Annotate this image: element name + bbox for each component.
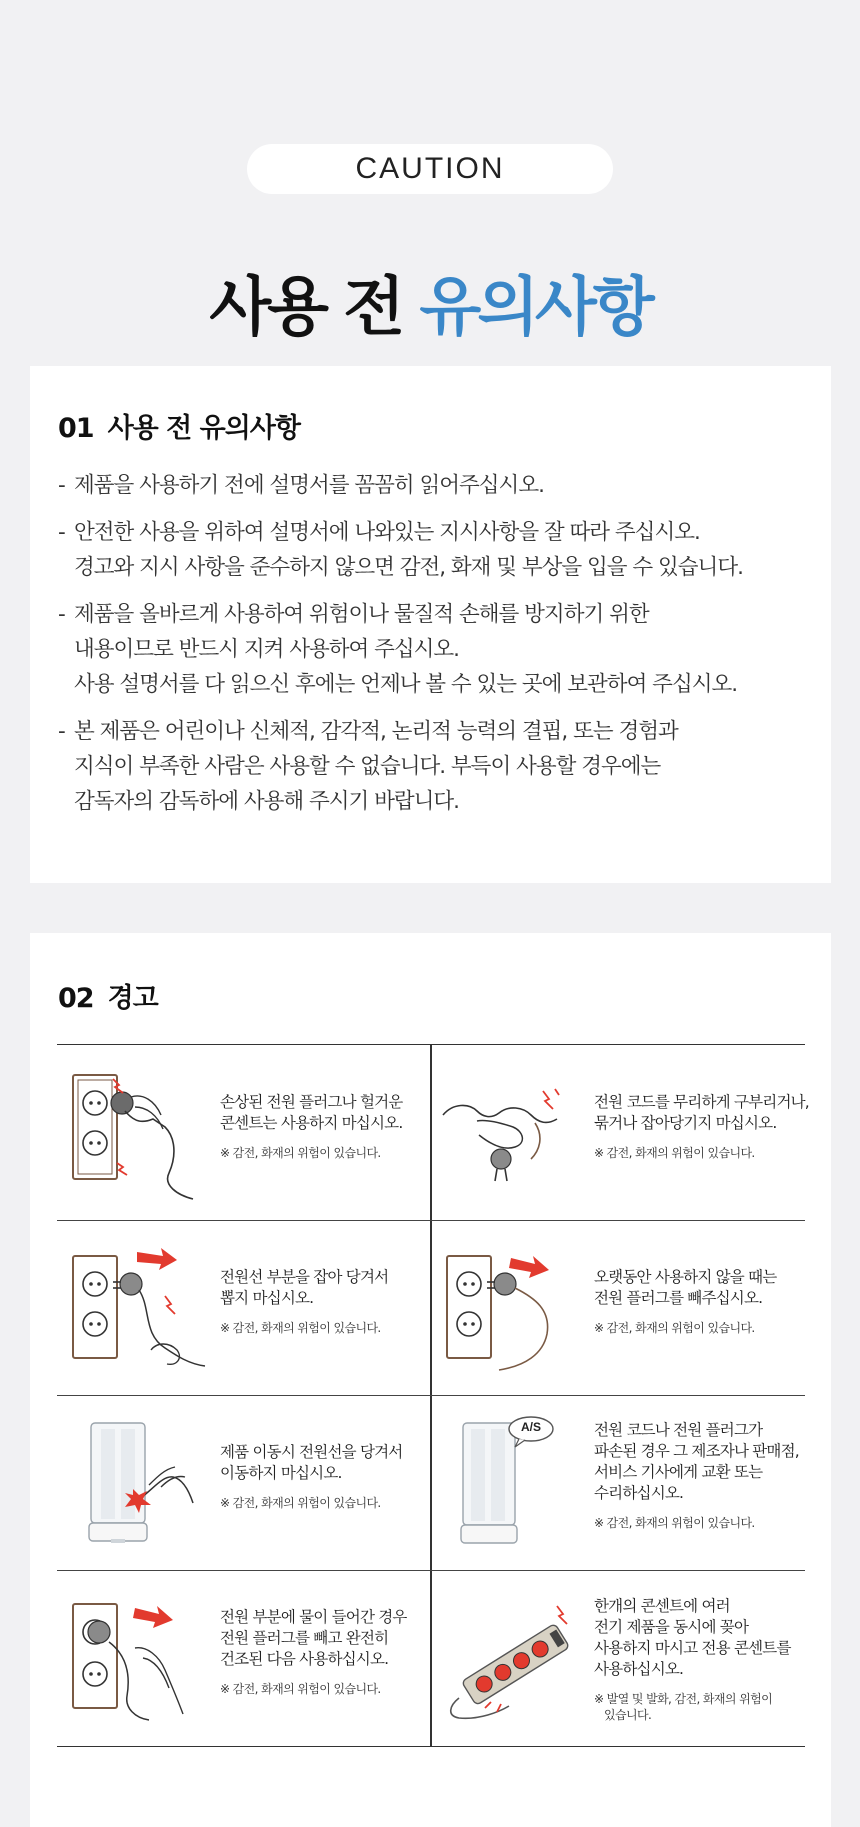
- warning-text: [594, 1420, 804, 1531]
- risk-note: ※ 감전, 화재의 위험이 있습니다.: [220, 1146, 381, 1160]
- precaution-list: [58, 468, 818, 831]
- precaution-line: 제품을 올바르게 사용하여 위험이나 물질적 손해를 방지하기 위한: [74, 602, 649, 627]
- risk-note: 있습니다.: [604, 1708, 652, 1722]
- warning-line: 파손된 경우 그 제조자나 판매점,: [594, 1442, 799, 1460]
- warning-item: [431, 1395, 805, 1570]
- precaution-line: 감독자의 감독하에 사용해 주시기 바랍니다.: [74, 789, 460, 814]
- page-title-accent: 유의사항: [419, 271, 651, 345]
- section-title: [58, 976, 158, 1015]
- warning-text: [594, 1267, 804, 1336]
- section-number: 02: [58, 983, 94, 1014]
- warning-line: 묶거나 잡아당기지 마십시오.: [594, 1114, 777, 1132]
- pull-cord-icon: [65, 1238, 210, 1378]
- risk-note: ※ 감전, 화재의 위험이 있습니다.: [594, 1516, 755, 1530]
- warning-line: 전원 코드를 무리하게 구부리거나,: [594, 1093, 809, 1111]
- warning-text: [220, 1442, 430, 1511]
- risk-note: ※ 감전, 화재의 위험이 있습니다.: [220, 1682, 381, 1696]
- list-dash: -: [58, 602, 65, 627]
- warning-line: 서비스 기사에게 교환 또는: [594, 1463, 763, 1481]
- warning-line: 전원 부분에 물이 들어간 경우: [220, 1608, 407, 1626]
- warning-line: 수리하십시오.: [594, 1484, 684, 1502]
- warning-line: 사용하십시오.: [594, 1660, 684, 1678]
- warning-line: 오랫동안 사용하지 않을 때는: [594, 1268, 777, 1286]
- as-badge: A/S: [520, 1420, 541, 1434]
- warning-line: 건조된 다음 사용하십시오.: [220, 1650, 389, 1668]
- caution-badge: CAUTION: [247, 144, 613, 194]
- section-title: [58, 406, 300, 445]
- risk-note: ※ 발열 및 발화, 감전, 화재의 위험이: [594, 1692, 773, 1706]
- precaution-item: [58, 714, 818, 819]
- warning-line: 제품 이동시 전원선을 당겨서: [220, 1443, 403, 1461]
- precaution-line: 안전한 사용을 위하여 설명서에 나와있는 지시사항을 잘 따라 주십시오.: [74, 520, 700, 545]
- section-title-text: 경고: [107, 983, 158, 1014]
- list-dash: -: [58, 719, 65, 744]
- wet-plug-icon: [65, 1588, 210, 1728]
- move-product-icon: [65, 1413, 210, 1553]
- page-title-main: 사용 전: [209, 271, 420, 345]
- warning-line: 사용하지 마시고 전용 콘센트를: [594, 1639, 791, 1657]
- section-title-text: 사용 전 유의사항: [107, 413, 300, 444]
- precaution-item: [58, 515, 818, 585]
- warning-line: 전기 제품을 동시에 꽂아: [594, 1618, 749, 1636]
- warning-item: [57, 1045, 431, 1220]
- warning-text: [220, 1607, 430, 1697]
- page-title: [0, 256, 860, 348]
- list-dash: -: [58, 520, 65, 545]
- warning-line: 전원선 부분을 잡아 당겨서: [220, 1268, 389, 1286]
- warning-line: 전원 플러그를 빼고 완전히: [220, 1629, 389, 1647]
- warning-line: 한개의 콘센트에 여러: [594, 1597, 730, 1615]
- precaution-line: 경고와 지시 사항을 준수하지 않으면 감전, 화재 및 부상을 입을 수 있습니다.: [74, 555, 743, 580]
- warning-item: [57, 1220, 431, 1395]
- precaution-item: [58, 597, 818, 702]
- service-icon: [439, 1413, 584, 1553]
- warning-item: [431, 1220, 805, 1395]
- precaution-line: 내용이므로 반드시 지켜 사용하여 주십시오.: [74, 637, 460, 662]
- warning-text: [220, 1267, 430, 1336]
- risk-note: ※ 감전, 화재의 위험이 있습니다.: [594, 1146, 755, 1160]
- precautions-card: [30, 366, 831, 883]
- precaution-item: [58, 468, 818, 503]
- risk-note: ※ 감전, 화재의 위험이 있습니다.: [220, 1321, 381, 1335]
- warning-item: [431, 1570, 805, 1745]
- power-strip-icon: [439, 1588, 584, 1728]
- warning-line: 전원 코드나 전원 플러그가: [594, 1421, 763, 1439]
- unplug-icon: [439, 1238, 584, 1378]
- warning-item: [57, 1570, 431, 1745]
- warning-card: [30, 933, 831, 1827]
- warning-line: 이동하지 마십시오.: [220, 1464, 342, 1482]
- damaged-plug-icon: [65, 1063, 210, 1203]
- section-number: 01: [58, 413, 94, 444]
- precaution-line: 지식이 부족한 사람은 사용할 수 없습니다. 부득이 사용할 경우에는: [74, 754, 661, 779]
- warning-text: [594, 1092, 809, 1161]
- warning-grid: [57, 1044, 809, 1747]
- precaution-line: 본 제품은 어린이나 신체적, 감각적, 논리적 능력의 결핍, 또는 경험과: [74, 719, 678, 744]
- warning-item: [57, 1395, 431, 1570]
- bent-cord-icon: [439, 1063, 584, 1203]
- warning-line: 전원 플러그를 빼주십시오.: [594, 1289, 763, 1307]
- warning-text: [594, 1596, 804, 1723]
- list-dash: -: [58, 473, 65, 498]
- warning-line: 콘센트는 사용하지 마십시오.: [220, 1114, 403, 1132]
- precaution-line: 제품을 사용하기 전에 설명서를 꼼꼼히 읽어주십시오.: [74, 473, 544, 498]
- precaution-line: 사용 설명서를 다 읽으신 후에는 언제나 볼 수 있는 곳에 보관하여 주십시오.: [74, 672, 738, 697]
- warning-item: [431, 1045, 809, 1220]
- warning-line: 뽑지 마십시오.: [220, 1289, 314, 1307]
- warning-text: [220, 1092, 430, 1161]
- risk-note: ※ 감전, 화재의 위험이 있습니다.: [220, 1496, 381, 1510]
- risk-note: ※ 감전, 화재의 위험이 있습니다.: [594, 1321, 755, 1335]
- warning-line: 손상된 전원 플러그나 헐거운: [220, 1093, 403, 1111]
